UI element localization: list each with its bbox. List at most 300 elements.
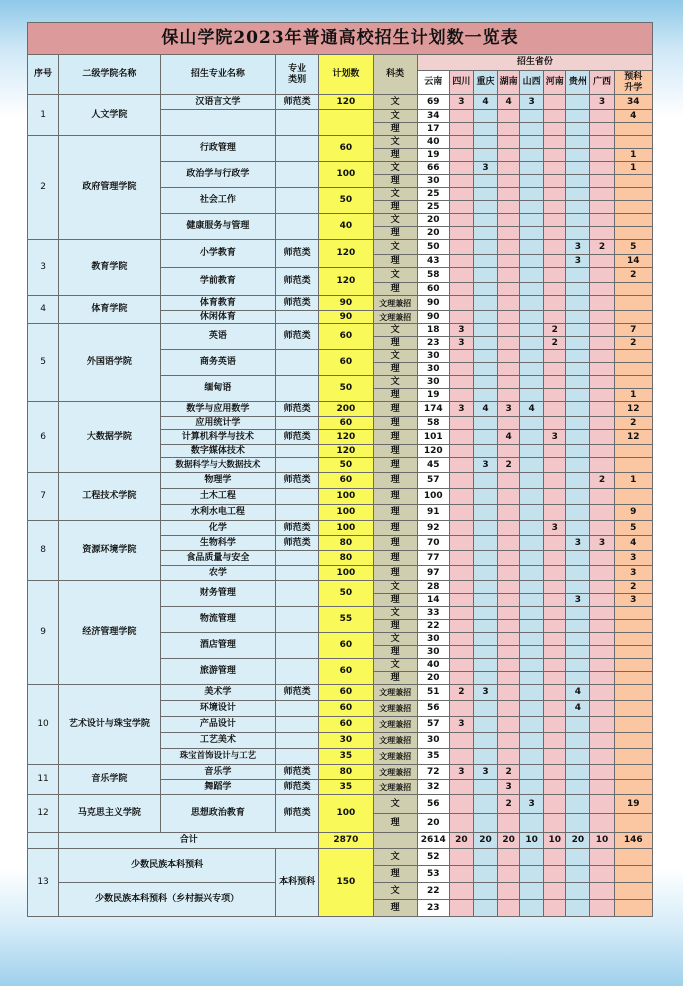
cell-province-count — [590, 175, 614, 188]
cell-category — [276, 551, 319, 566]
cell-subject: 理 — [373, 566, 417, 581]
header-province: 广西 — [590, 71, 614, 95]
cell-province-count — [544, 123, 566, 136]
prep-prep-empty — [614, 866, 653, 883]
prep-prep-empty — [614, 900, 653, 917]
cell-province-count — [590, 646, 614, 659]
cell-plan: 50 — [319, 458, 373, 473]
cell-major: 数字媒体技术 — [160, 445, 276, 458]
cell-province-count — [520, 350, 544, 363]
cell-province-count — [473, 581, 497, 594]
cell-province-count — [544, 473, 566, 489]
cell-plan: 60 — [319, 136, 373, 162]
cell-province-count — [449, 521, 473, 536]
cell-prep-count: 5 — [614, 521, 653, 536]
cell-major: 美术学 — [160, 685, 276, 701]
cell-prep-count: 3 — [614, 551, 653, 566]
cell-major: 土木工程 — [160, 489, 276, 505]
cell-province-count — [544, 581, 566, 594]
cell-province-count — [590, 620, 614, 633]
cell-province-count — [449, 162, 473, 175]
cell-province-count — [449, 733, 473, 749]
cell-province-count: 30 — [417, 350, 449, 363]
cell-category — [276, 311, 319, 324]
cell-province-count — [498, 505, 520, 521]
cell-province-count — [590, 136, 614, 149]
cell-province-count: 4 — [566, 685, 590, 701]
cell-subject: 文 — [373, 633, 417, 646]
cell-province-count — [449, 350, 473, 363]
cell-prep-count — [614, 672, 653, 685]
cell-plan: 120 — [319, 240, 373, 268]
cell-category — [276, 566, 319, 581]
cell-province-count — [590, 659, 614, 672]
cell-subject: 理 — [373, 175, 417, 188]
prep-plan: 150 — [319, 849, 373, 917]
cell-plan: 80 — [319, 536, 373, 551]
cell-subject: 理 — [373, 227, 417, 240]
cell-province-count — [520, 188, 544, 201]
cell-province-count — [449, 814, 473, 833]
table-row — [28, 685, 653, 701]
cell-province-count — [473, 780, 497, 795]
cell-major: 工艺美术 — [160, 733, 276, 749]
prep-province-empty — [449, 883, 473, 900]
cell-province-count — [498, 227, 520, 240]
cell-province-count — [566, 521, 590, 536]
cell-prep-count — [614, 620, 653, 633]
cell-province-count — [498, 337, 520, 350]
header-subject: 科类 — [373, 55, 417, 95]
prep-province-empty — [473, 849, 497, 866]
header-prep-bottom: 升学 — [624, 82, 643, 93]
cell-plan: 100 — [319, 489, 373, 505]
cell-province-count — [449, 214, 473, 227]
cell-province-count: 25 — [417, 188, 449, 201]
table-row — [28, 240, 653, 255]
cell-major — [160, 110, 276, 136]
cell-province-count — [566, 659, 590, 672]
cell-province-count — [473, 659, 497, 672]
cell-prep-count — [614, 350, 653, 363]
cell-plan: 100 — [319, 521, 373, 536]
cell-plan: 120 — [319, 268, 373, 296]
cell-province-count: 3 — [449, 402, 473, 417]
cell-province-count — [498, 521, 520, 536]
cell-no: 9 — [28, 581, 59, 685]
cell-subject: 理 — [373, 646, 417, 659]
cell-college: 政府管理学院 — [59, 136, 160, 240]
prep-province-empty — [473, 900, 497, 917]
cell-province-count — [544, 489, 566, 505]
cell-plan: 35 — [319, 780, 373, 795]
cell-province-count — [449, 566, 473, 581]
cell-province-count — [590, 110, 614, 123]
cell-province-count — [473, 324, 497, 337]
cell-province-count: 50 — [417, 240, 449, 255]
cell-province-count — [566, 201, 590, 214]
cell-subject: 理 — [373, 473, 417, 489]
cell-subject: 理 — [373, 417, 417, 430]
cell-province-count — [498, 445, 520, 458]
cell-prep-count: 34 — [614, 95, 653, 110]
cell-province-count — [520, 296, 544, 311]
page-title: 保山学院2023年普通高校招生计划数一览表 — [28, 23, 653, 55]
cell-category: 师范类 — [276, 296, 319, 311]
cell-province-count — [473, 123, 497, 136]
cell-province-count: 2 — [544, 337, 566, 350]
cell-province-count — [520, 733, 544, 749]
cell-province-count — [590, 551, 614, 566]
cell-province-count — [544, 445, 566, 458]
cell-province-count — [449, 594, 473, 607]
cell-plan: 100 — [319, 795, 373, 833]
cell-category: 师范类 — [276, 240, 319, 268]
cell-prep-count: 12 — [614, 430, 653, 445]
cell-province-count — [520, 110, 544, 123]
cell-subject: 文理兼招 — [373, 765, 417, 780]
cell-province-count — [520, 551, 544, 566]
cell-category — [276, 458, 319, 473]
cell-province-count — [566, 175, 590, 188]
cell-province-count — [544, 175, 566, 188]
cell-college: 人文学院 — [59, 95, 160, 136]
cell-province-count — [544, 162, 566, 175]
cell-plan: 60 — [319, 473, 373, 489]
cell-province-count: 90 — [417, 296, 449, 311]
cell-college: 工程技术学院 — [59, 473, 160, 521]
cell-province-count — [590, 607, 614, 620]
cell-prep-count — [614, 733, 653, 749]
prep-province-empty — [498, 866, 520, 883]
cell-province-count — [590, 350, 614, 363]
cell-subject: 理 — [373, 551, 417, 566]
cell-province-count — [590, 505, 614, 521]
cell-province-count — [520, 324, 544, 337]
total-count: 10 — [520, 833, 544, 849]
cell-prep-count — [614, 780, 653, 795]
prep-province-empty — [590, 900, 614, 917]
cell-province-count — [590, 389, 614, 402]
cell-category — [276, 350, 319, 376]
cell-province-count — [449, 201, 473, 214]
cell-subject: 理 — [373, 149, 417, 162]
cell-prep-count — [614, 227, 653, 240]
cell-province-count: 4 — [498, 430, 520, 445]
cell-province-count — [473, 701, 497, 717]
cell-category — [276, 214, 319, 240]
header-category-bottom: 类别 — [288, 74, 307, 85]
prep-province-empty — [566, 866, 590, 883]
cell-province-count — [449, 749, 473, 765]
cell-major: 水利水电工程 — [160, 505, 276, 521]
cell-province-count — [498, 389, 520, 402]
total-count: 20 — [449, 833, 473, 849]
cell-province-count — [473, 795, 497, 814]
cell-province-count — [590, 324, 614, 337]
prep-category: 本科预科 — [276, 849, 319, 917]
cell-prep-count — [614, 445, 653, 458]
cell-major: 物流管理 — [160, 607, 276, 633]
cell-province-count — [473, 227, 497, 240]
cell-province-count — [544, 417, 566, 430]
cell-prep-count — [614, 701, 653, 717]
cell-province-count — [473, 620, 497, 633]
cell-prep-count — [614, 765, 653, 780]
cell-province-count: 4 — [473, 402, 497, 417]
cell-category: 师范类 — [276, 765, 319, 780]
cell-subject: 理 — [373, 255, 417, 268]
cell-province-count — [498, 283, 520, 296]
cell-major: 体育教育 — [160, 296, 276, 311]
header-prep-top: 预科 — [624, 71, 643, 82]
cell-province-count — [498, 473, 520, 489]
cell-major: 小学教育 — [160, 240, 276, 268]
cell-major: 应用统计学 — [160, 417, 276, 430]
cell-province-count — [544, 672, 566, 685]
cell-province-count — [566, 283, 590, 296]
cell-province-count — [520, 701, 544, 717]
cell-plan: 35 — [319, 749, 373, 765]
cell-province-count — [473, 536, 497, 551]
cell-province-count — [566, 149, 590, 162]
cell-prep-count: 4 — [614, 110, 653, 123]
cell-category — [276, 749, 319, 765]
cell-prep-count: 7 — [614, 324, 653, 337]
cell-province-count — [566, 795, 590, 814]
cell-province-count — [498, 149, 520, 162]
cell-prep-count: 1 — [614, 389, 653, 402]
prep-count: 53 — [417, 866, 449, 883]
cell-province-count — [566, 505, 590, 521]
cell-province-count — [520, 311, 544, 324]
cell-subject: 文 — [373, 581, 417, 594]
cell-province-count — [566, 814, 590, 833]
cell-province-count — [566, 551, 590, 566]
cell-province-count — [566, 717, 590, 733]
cell-college: 教育学院 — [59, 240, 160, 296]
cell-no: 4 — [28, 296, 59, 324]
cell-province-count: 30 — [417, 733, 449, 749]
cell-province-count: 90 — [417, 311, 449, 324]
cell-province-count: 32 — [417, 780, 449, 795]
cell-province-count — [449, 672, 473, 685]
cell-province-count — [520, 607, 544, 620]
cell-prep-count: 1 — [614, 473, 653, 489]
cell-prep-count: 9 — [614, 505, 653, 521]
cell-subject: 理 — [373, 489, 417, 505]
cell-province-count — [590, 489, 614, 505]
total-plan: 2870 — [319, 833, 373, 849]
cell-major: 缅甸语 — [160, 376, 276, 402]
cell-province-count — [520, 814, 544, 833]
plan-table — [27, 22, 653, 917]
cell-major: 珠宝首饰设计与工艺 — [160, 749, 276, 765]
cell-province-count: 3 — [498, 780, 520, 795]
cell-subject: 文理兼招 — [373, 311, 417, 324]
cell-category: 师范类 — [276, 473, 319, 489]
cell-province-count — [566, 268, 590, 283]
cell-province-count — [449, 136, 473, 149]
cell-province-count — [544, 551, 566, 566]
cell-no: 12 — [28, 795, 59, 833]
cell-subject: 理 — [373, 458, 417, 473]
cell-province-count — [566, 607, 590, 620]
prep-subject: 理 — [373, 900, 417, 917]
cell-prep-count: 12 — [614, 402, 653, 417]
cell-province-count — [498, 363, 520, 376]
cell-province-count — [544, 283, 566, 296]
enrollment-table — [27, 22, 653, 917]
cell-college: 艺术设计与珠宝学院 — [59, 685, 160, 765]
cell-province-count — [498, 594, 520, 607]
cell-province-count: 3 — [520, 95, 544, 110]
cell-province-count — [498, 188, 520, 201]
cell-province-count — [590, 162, 614, 175]
prep-province-empty — [520, 849, 544, 866]
cell-province-count — [449, 376, 473, 389]
cell-province-count — [498, 350, 520, 363]
cell-province-count — [520, 363, 544, 376]
cell-prep-count — [614, 489, 653, 505]
cell-province-count — [590, 201, 614, 214]
prep-province-empty — [498, 900, 520, 917]
header-province: 重庆 — [473, 71, 497, 95]
cell-province-count — [498, 659, 520, 672]
cell-province-count: 69 — [417, 95, 449, 110]
cell-province-count: 18 — [417, 324, 449, 337]
cell-province-count — [520, 566, 544, 581]
cell-province-count: 20 — [417, 214, 449, 227]
cell-province-count — [473, 188, 497, 201]
cell-category — [276, 659, 319, 685]
cell-college: 经济管理学院 — [59, 581, 160, 685]
cell-province-count: 30 — [417, 646, 449, 659]
cell-province-count — [544, 594, 566, 607]
cell-province-count — [590, 749, 614, 765]
cell-province-count — [449, 123, 473, 136]
header-no: 序号 — [28, 55, 59, 95]
cell-province-count — [498, 268, 520, 283]
cell-province-count — [544, 227, 566, 240]
cell-province-count — [520, 633, 544, 646]
cell-subject: 文 — [373, 110, 417, 123]
cell-plan: 80 — [319, 551, 373, 566]
cell-major: 舞蹈学 — [160, 780, 276, 795]
cell-province-count — [566, 445, 590, 458]
cell-province-count — [520, 581, 544, 594]
cell-province-count — [590, 685, 614, 701]
cell-category: 师范类 — [276, 780, 319, 795]
cell-subject: 文 — [373, 162, 417, 175]
cell-province-count: 3 — [449, 765, 473, 780]
cell-province-count — [498, 489, 520, 505]
cell-province-count — [473, 110, 497, 123]
cell-subject: 理 — [373, 389, 417, 402]
total-count: 146 — [614, 833, 653, 849]
cell-subject: 文理兼招 — [373, 296, 417, 311]
cell-province-count — [498, 175, 520, 188]
cell-province-count — [520, 255, 544, 268]
cell-province-count — [449, 363, 473, 376]
cell-province-count — [449, 417, 473, 430]
cell-province-count — [590, 430, 614, 445]
cell-province-count: 3 — [566, 240, 590, 255]
cell-province-count — [520, 162, 544, 175]
cell-prep-count — [614, 458, 653, 473]
cell-province-count — [473, 136, 497, 149]
cell-province-count — [498, 566, 520, 581]
cell-no: 7 — [28, 473, 59, 521]
cell-province-count — [449, 489, 473, 505]
cell-prep-count — [614, 749, 653, 765]
cell-province-count — [566, 95, 590, 110]
cell-province-count: 33 — [417, 607, 449, 620]
cell-province-count — [544, 268, 566, 283]
cell-province-count — [520, 417, 544, 430]
cell-college: 大数据学院 — [59, 402, 160, 473]
cell-province-count — [498, 136, 520, 149]
header-category-top: 专业 — [288, 63, 307, 74]
cell-prep-count: 1 — [614, 149, 653, 162]
cell-province-count — [520, 536, 544, 551]
cell-province-count — [544, 814, 566, 833]
cell-province-count — [520, 780, 544, 795]
cell-province-count — [449, 607, 473, 620]
cell-province-count — [544, 95, 566, 110]
cell-province-count — [520, 430, 544, 445]
cell-subject: 文 — [373, 795, 417, 814]
cell-major: 商务英语 — [160, 350, 276, 376]
table-row — [28, 324, 653, 337]
cell-province-count — [566, 733, 590, 749]
cell-prep-count — [614, 633, 653, 646]
header-province: 贵州 — [566, 71, 590, 95]
cell-province-count — [449, 283, 473, 296]
cell-category — [276, 607, 319, 633]
cell-subject: 文 — [373, 240, 417, 255]
cell-province-count — [498, 417, 520, 430]
cell-major: 环境设计 — [160, 701, 276, 717]
cell-major: 酒店管理 — [160, 633, 276, 659]
cell-prep-count — [614, 363, 653, 376]
cell-province-count — [590, 337, 614, 350]
cell-province-count: 14 — [417, 594, 449, 607]
cell-province-count: 72 — [417, 765, 449, 780]
cell-province-count — [498, 551, 520, 566]
prep-prep-empty — [614, 883, 653, 900]
cell-province-count — [449, 430, 473, 445]
cell-plan: 60 — [319, 659, 373, 685]
cell-prep-count — [614, 607, 653, 620]
cell-province-count — [544, 458, 566, 473]
cell-province-count — [544, 765, 566, 780]
cell-plan: 100 — [319, 566, 373, 581]
cell-province-count — [520, 389, 544, 402]
cell-province-count: 28 — [417, 581, 449, 594]
cell-no: 8 — [28, 521, 59, 581]
cell-prep-count: 19 — [614, 795, 653, 814]
cell-category — [276, 701, 319, 717]
cell-province-count — [590, 363, 614, 376]
cell-plan: 30 — [319, 733, 373, 749]
cell-province-count — [498, 110, 520, 123]
prep-name: 少数民族本科预科 — [59, 849, 276, 883]
cell-province-count: 70 — [417, 536, 449, 551]
cell-province-count — [520, 458, 544, 473]
cell-province-count — [566, 389, 590, 402]
cell-province-count — [449, 296, 473, 311]
